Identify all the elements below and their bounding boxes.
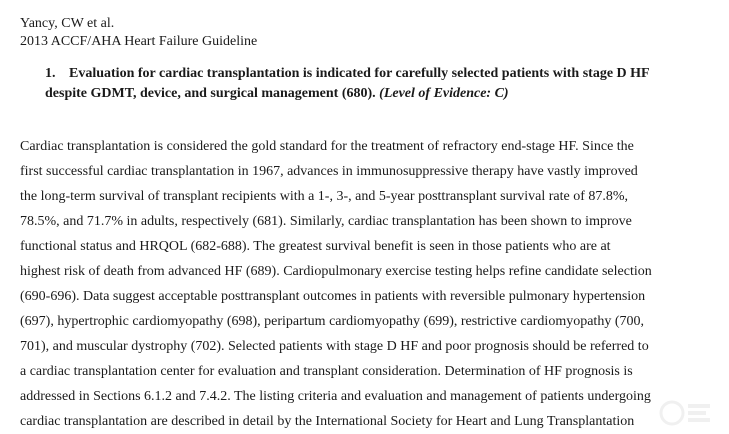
document-header xyxy=(20,15,257,51)
watermark-logo-icon xyxy=(658,398,714,428)
body-line: addressed in Sections 6.1.2 and 7.4.2. The listing criteria and evaluation and management of patients undergoing xyxy=(20,389,651,404)
body-line: the long-term survival of transplant recipients with a 1-, 3-, and 5-year posttransplant survival rate of 87.8%, xyxy=(20,189,629,204)
body-line: cardiac transplantation are described in detail by the International Society for Heart and Lung Transplantation xyxy=(20,414,635,429)
recommendation-number: 1. xyxy=(45,66,56,81)
body-line: Cardiac transplantation is considered the gold standard for the treatment of refractory end-stage HF. Since the xyxy=(20,139,634,154)
recommendation-text xyxy=(45,64,685,104)
body-line: 78.5%, and 71.7% in adults, respectively (681). Similarly, cardiac transplantation has been shown to improve xyxy=(20,214,632,229)
guideline-title: 2013 ACCF/AHA Heart Failure Guideline xyxy=(20,34,258,49)
recommendation-line-2 xyxy=(45,84,685,104)
body-line: 701), and muscular dystrophy (702). Selected patients with stage D HF and poor prognosis should be referred to xyxy=(20,339,649,354)
recommendation-line-1: Evaluation for cardiac transplantation is indicated for carefully selected patients with stage D HF xyxy=(69,66,650,81)
author-line: Yancy, CW et al. xyxy=(20,16,115,31)
body-line: functional status and HRQOL (682-688). The greatest survival benefit is seen in those patients who are at xyxy=(20,239,611,254)
level-of-evidence: (Level of Evidence: C) xyxy=(379,86,509,101)
recommendation-block xyxy=(45,64,685,104)
body-paragraph xyxy=(20,134,710,434)
recommendation-line-2-main: despite GDMT, device, and surgical management (680). xyxy=(45,86,380,101)
body-line: (697), hypertrophic cardiomyopathy (698), peripartum cardiomyopathy (699), restrictive cardiomyopathy (700, xyxy=(20,314,644,329)
body-line: (690-696). Data suggest acceptable posttransplant outcomes in patients with reversible pulmonary hypertension xyxy=(20,289,646,304)
body-line: first successful cardiac transplantation in 1967, advances in immunosuppressive therapy have vastly improved xyxy=(20,164,638,179)
body-line: a cardiac transplantation center for evaluation and transplant consideration. Determination of HF prognosis is xyxy=(20,364,633,379)
body-line: highest risk of death from advanced HF (689). Cardiopulmonary exercise testing helps refine candidate selection xyxy=(20,264,652,279)
